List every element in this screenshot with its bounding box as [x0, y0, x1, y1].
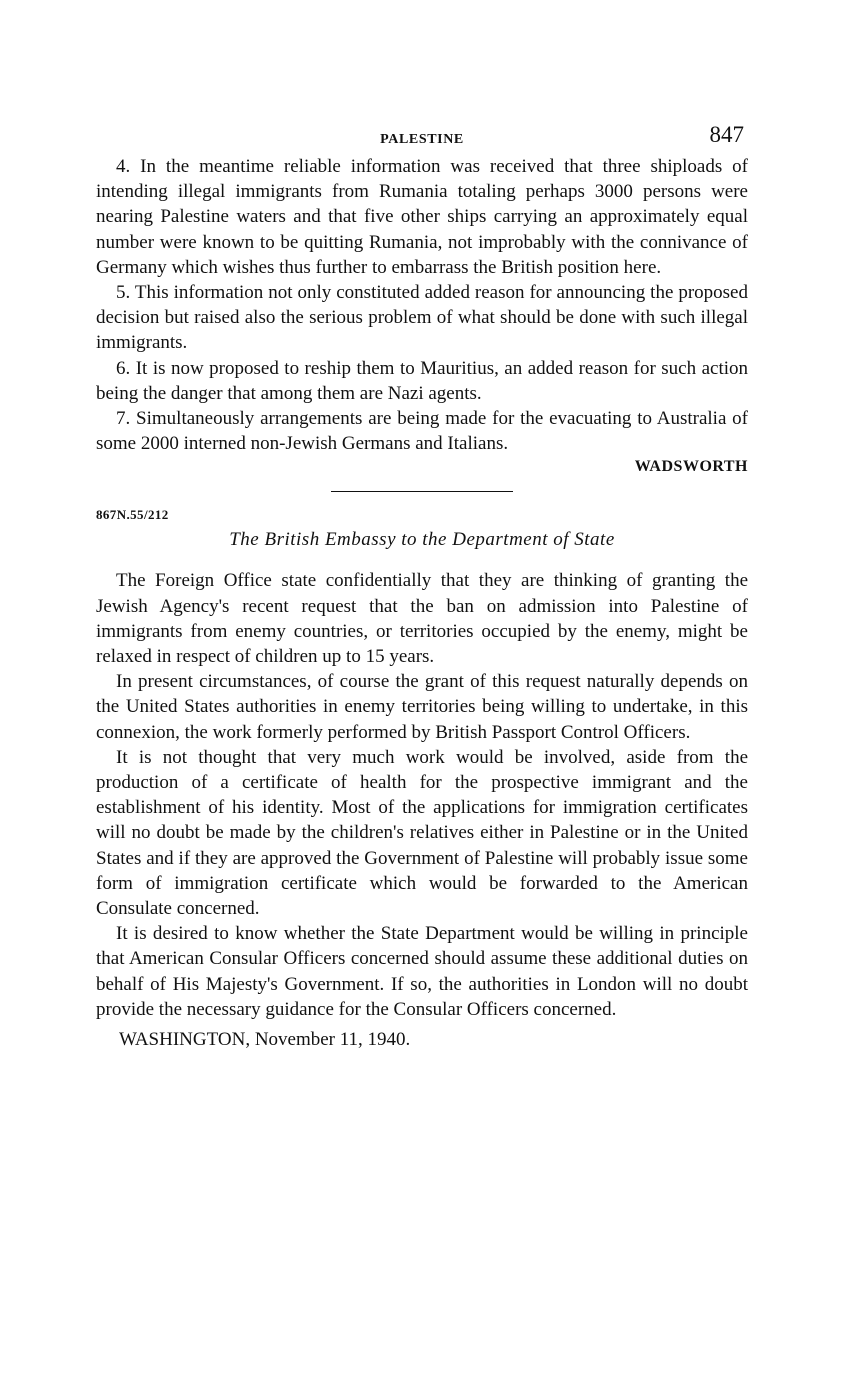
dateline-place: WASHINGTON	[119, 1029, 246, 1051]
note-paragraph-2: In present circumstances, of course the grant of this request naturally depends on the United States authorities in enemy territories being willing to undertake, in this connexion, the work formerly performed by British Passport Control Officers.	[96, 671, 748, 743]
note-paragraph-3: It is not thought that very much work would be involved, aside from the production of a certificate of health for the prospective immigrant and the establishment of his identity. Most of the applications for immigration certificates will no doubt be made by the children's relatives either in Palestine or in the United States and if they are approved the Government of Palestine will probably issue some form of immigration certificate which would be forwarded to the American Consulate concerned.	[96, 746, 748, 920]
file-number: 867N.55/212	[96, 507, 169, 523]
telegram-paragraph-5: 5. This information not only constituted added reason for announcing the proposed decision but raised also the serious problem of what should be done with such illegal immigrants.	[96, 282, 748, 354]
document-title: The British Embassy to the Department of State	[229, 529, 615, 551]
telegram-paragraph-4: 4. In the meantime reliable information was received that three shiploads of intending illegal immigrants from Rumania totaling perhaps 3000 persons were nearing Palestine waters and that five other ships carrying an approximately equal number were known to be quitting Rumania, not improbably with the connivance of Germany which wishes thus further to embarrass the British position here.	[96, 156, 748, 278]
running-title: PALESTINE	[380, 132, 464, 147]
telegram-paragraph-7: 7. Simultaneously arrangements are being made for the evacuating to Australia of some 2000 interned non-Jewish Germans and Italians.	[96, 408, 748, 455]
dateline	[96, 1027, 748, 1052]
note-body	[96, 568, 748, 1022]
running-header	[96, 118, 748, 154]
dateline-date: , November 11, 1940.	[245, 1029, 411, 1051]
signature: WADSWORTH	[634, 458, 748, 476]
telegram-body	[96, 154, 748, 456]
section-divider	[331, 491, 513, 492]
note-paragraph-4: It is desired to know whether the State Department would be willing in principle that American Consular Officers concerned should assume these additional duties on behalf of His Majesty's Government. If so, the authorities in London will no doubt provide the necessary guidance for the Consular Officers concerned.	[96, 923, 748, 1020]
note-paragraph-1: The Foreign Office state confidentially that they are thinking of granting the Jewish Agency's recent request that the ban on admission into Palestine of immigrants from enemy countries, or territories occupied by the enemy, might be relaxed in respect of children up to 15 years.	[96, 570, 748, 668]
telegram-paragraph-6: 6. It is now proposed to reship them to Mauritius, an added reason for such action being the danger that among them are Nazi agents.	[96, 357, 748, 404]
document-page	[96, 118, 748, 1052]
page-number: 847	[709, 122, 744, 147]
